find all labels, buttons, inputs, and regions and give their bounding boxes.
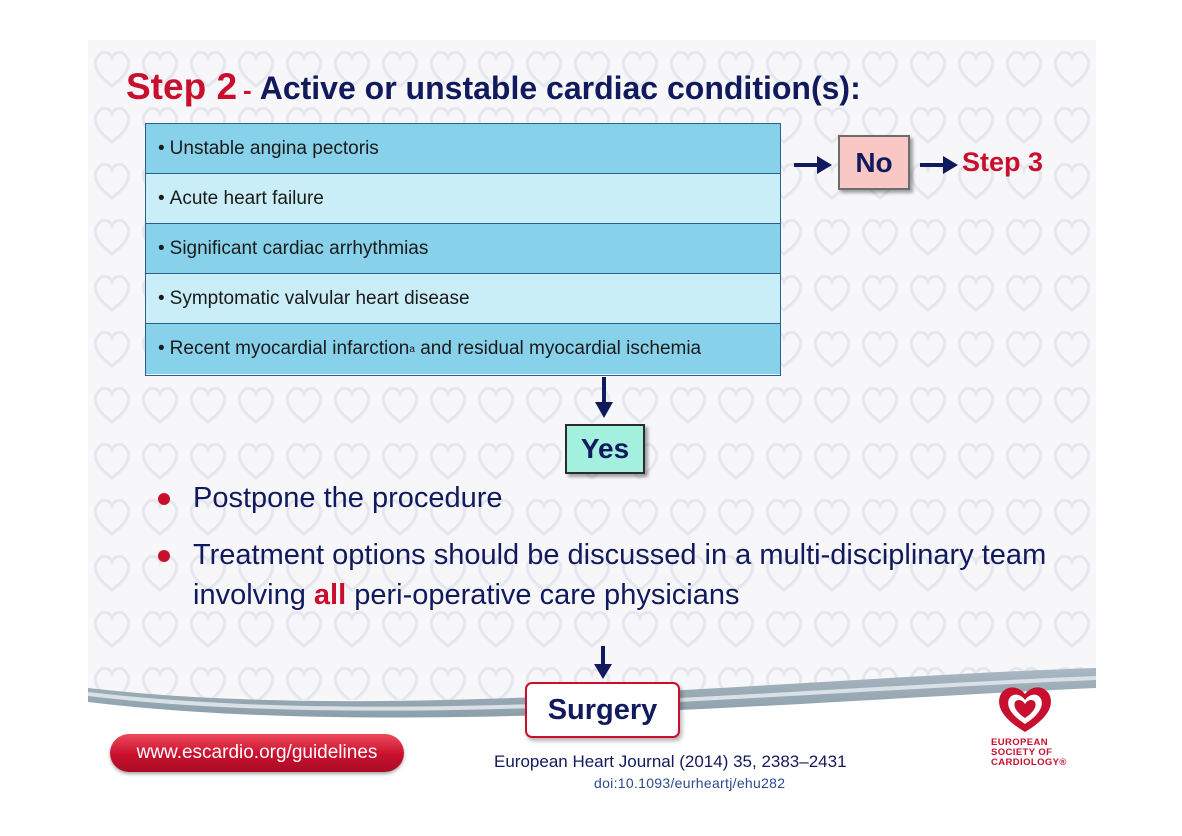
condition-row	[146, 324, 780, 374]
bullet-mark: •	[158, 187, 165, 209]
title-text: Active or unstable cardiac condition(s):	[259, 70, 861, 106]
condition-row	[146, 174, 780, 224]
journal-citation: European Heart Journal (2014) 35, 2383–2431	[494, 752, 847, 771]
bullet-item	[158, 535, 1058, 615]
slide	[88, 40, 1096, 796]
condition-text: Acute heart failure	[169, 187, 324, 209]
bullet-text-part1: Treatment options should be discussed in a multi-disciplinary team involving	[193, 539, 1047, 611]
conditions-table	[145, 123, 781, 376]
bullet-emphasis: all	[313, 579, 347, 611]
bullet-text	[193, 535, 1058, 615]
title-step: Step 2	[126, 66, 238, 107]
guidelines-url-link[interactable]: www.escardio.org/guidelines	[110, 734, 404, 772]
title-dash: -	[243, 75, 252, 105]
doi-text: doi:10.1093/eurheartj/ehu282	[594, 775, 786, 791]
condition-row	[146, 124, 780, 174]
condition-row	[146, 274, 780, 324]
condition-text: Significant cardiac arrhythmias	[169, 237, 429, 259]
condition-text: Unstable angina pectoris	[169, 137, 379, 159]
bullet-mark: •	[158, 287, 165, 309]
no-box: No	[838, 135, 910, 190]
arrow-right-icon	[793, 154, 833, 176]
bullet-item	[158, 478, 1058, 518]
bullet-dot-icon	[158, 493, 170, 505]
next-step-label: Step 3	[962, 147, 1044, 177]
condition-superscript: a	[409, 343, 415, 355]
logo-line: EUROPEAN	[991, 737, 1049, 748]
arrow-right-icon	[919, 154, 959, 176]
condition-text: Symptomatic valvular heart disease	[169, 287, 470, 309]
arrow-down-icon	[593, 377, 615, 419]
arrow-down-icon	[592, 646, 614, 680]
bullet-text: Postpone the procedure	[193, 482, 503, 514]
bullet-text-part2: peri-operative care physicians	[354, 579, 740, 611]
action-bullets	[158, 478, 1058, 615]
logo-line: CARDIOLOGY®	[991, 757, 1067, 768]
bullet-dot-icon	[158, 550, 170, 562]
condition-row	[146, 224, 780, 274]
slide-title	[126, 66, 861, 108]
surgery-box: Surgery	[525, 682, 680, 738]
condition-text: Recent myocardial infarction	[169, 338, 410, 359]
condition-text-continued: and residual myocardial ischemia	[420, 338, 702, 359]
yes-box: Yes	[565, 424, 645, 474]
bullet-mark: •	[158, 137, 165, 159]
bullet-mark: •	[158, 338, 165, 359]
esc-logo-text	[991, 738, 1071, 768]
bullet-mark: •	[158, 237, 165, 259]
logo-line: SOCIETY OF	[991, 747, 1053, 758]
